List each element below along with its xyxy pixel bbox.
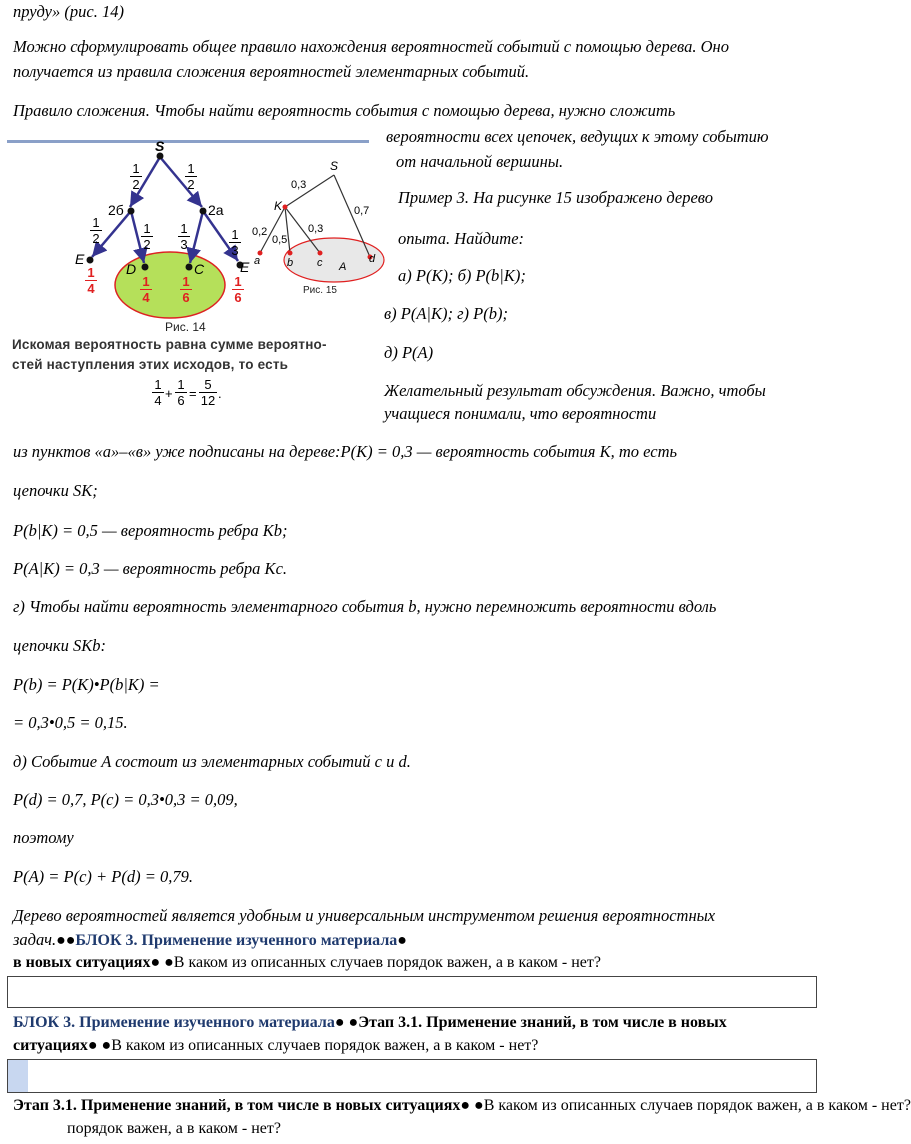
text-line: в) P(A|K); г) P(b);	[384, 304, 508, 323]
text-span: задач.	[13, 930, 57, 949]
edge-prob: 1 2	[90, 215, 102, 246]
edge-prob: 0,3	[308, 223, 324, 235]
figure-caption: Рис. 15	[303, 285, 337, 296]
text-span: В каком из описанных случаев порядок важен, а в каком - нет?	[111, 1037, 539, 1054]
node-label: d	[369, 253, 376, 265]
edge	[285, 207, 290, 253]
edge-prob: 1 2	[185, 161, 197, 192]
text-line	[13, 1014, 727, 1032]
node-label: S	[330, 159, 339, 173]
text-line: поэтому	[13, 828, 74, 847]
node-label: E	[240, 259, 250, 275]
node-label: A	[339, 261, 347, 273]
node-dot	[128, 208, 135, 215]
text-line: пруду» (рис. 14)	[13, 2, 124, 21]
bullet-icon: ●●	[56, 932, 76, 949]
text-line	[13, 930, 407, 950]
sum-frac: 1 4	[152, 377, 164, 408]
text-line	[13, 954, 601, 972]
text-line: Пример 3. На рисунке 15 изображено дерево	[398, 188, 713, 207]
node-label: 2б	[108, 202, 124, 218]
sum-frac: 5 12	[200, 377, 216, 408]
sum-op: +	[165, 386, 173, 401]
text-span: в новых ситуациях	[13, 954, 151, 971]
edge-prob: 1 2	[130, 161, 142, 192]
text-line: порядок важен, а в каком - нет?	[67, 1120, 281, 1137]
text-line: г) Чтобы найти вероятность элементарного события b, нужно перемножить вероятности вдоль	[13, 597, 717, 616]
text-line: P(b|K) = 0,5 — вероятность ребра Kb;	[13, 521, 288, 540]
text-line: а) P(K); б) P(b|K);	[398, 266, 526, 285]
text-line: P(A) = P(c) + P(d) = 0,79.	[13, 867, 194, 886]
node-dot	[87, 257, 94, 264]
node-dot	[288, 251, 293, 256]
text-line: Правило сложения. Чтобы найти вероятность события с помощью дерева, нужно сложить	[13, 101, 676, 120]
text-line: учащиеся понимали, что вероятности	[384, 404, 657, 423]
answer-box[interactable]	[7, 1059, 817, 1093]
stage-heading: Этап 3.1. Применение знаний, в том числе в новых	[358, 1014, 727, 1031]
text-line: цепочки SKb:	[13, 636, 107, 655]
edge-prob: 1 2	[141, 221, 153, 252]
text-line: Можно сформулировать общее правило нахождения вероятностей событий с помощью дерева. Оно	[13, 37, 729, 56]
text-span: ситуациях	[13, 1037, 88, 1054]
bullet-icon: ● ●	[334, 1014, 359, 1031]
leaf-prob: 1 6	[232, 274, 244, 305]
text-line: вероятности всех цепочек, ведущих к этому событию	[386, 127, 769, 146]
node-label: a	[254, 255, 261, 267]
block-heading: БЛОК 3. Применение изученного материала	[75, 932, 398, 949]
text-line: P(b) = P(K)•P(b|K) =	[13, 675, 160, 694]
bullet-icon: ● ●	[460, 1097, 484, 1114]
text-line: = 0,3•0,5 = 0,15.	[13, 713, 128, 732]
figure-caption: Рис. 14	[165, 320, 206, 334]
edge-prob: 0,3	[291, 179, 307, 191]
node-dot	[142, 264, 149, 271]
text-line: получается из правила сложения вероятностей элементарных событий.	[13, 62, 530, 81]
sum-frac: 1 6	[175, 377, 187, 408]
node-label: b	[287, 257, 294, 269]
node-dot	[186, 264, 193, 271]
figure-text: Искомая вероятность равна сумме вероятно-	[12, 337, 327, 352]
leaf-prob: 1 4	[85, 265, 97, 296]
text-line	[13, 1037, 538, 1055]
edge-prob: 0,5	[272, 234, 288, 246]
node-label: c	[317, 257, 323, 269]
edge-prob: 1 3	[178, 221, 190, 252]
text-line: P(d) = 0,7, P(c) = 0,3•0,3 = 0,09,	[13, 790, 238, 809]
node-label: S	[155, 138, 165, 154]
node-dot	[283, 205, 288, 210]
text-line	[13, 1097, 911, 1115]
node-dot	[318, 251, 323, 256]
text-line: цепочки SK;	[13, 481, 98, 500]
text-span: В каком из описанных случаев порядок важен, а в каком - нет?	[483, 1097, 911, 1114]
block-heading: БЛОК 3. Применение изученного материала	[13, 1014, 335, 1031]
figure-text: стей наступления этих исходов, то есть	[12, 357, 289, 372]
text-span: В каком из описанных случаев порядок важен, а в каком - нет?	[173, 954, 601, 971]
edge-prob: 1 3	[229, 227, 241, 258]
text-line: Желательный результат обсуждения. Важно, чтобы	[384, 381, 766, 400]
node-label: E	[75, 251, 85, 267]
leaf-prob: 1 6	[180, 274, 192, 305]
bullet-icon: ● ●	[87, 1037, 112, 1054]
node-label: D	[126, 261, 137, 277]
answer-box[interactable]	[7, 976, 817, 1008]
sum-op: .	[218, 386, 222, 401]
text-line: д) Событие A состоит из элементарных событий c и d.	[13, 752, 411, 771]
text-line: из пунктов «а»–«в» уже подписаны на дереве:P(K) = 0,3 — вероятность события K, то есть	[13, 442, 677, 461]
node-label: C	[194, 261, 205, 277]
box-marker	[8, 1060, 28, 1092]
leaf-prob: 1 4	[140, 274, 152, 305]
edge-prob: 0,2	[252, 226, 268, 238]
text-line: P(A|K) = 0,3 — вероятность ребра Kc.	[13, 559, 288, 578]
text-line: Дерево вероятностей является удобным и универсальным инструментом решения вероятностных	[13, 906, 716, 925]
stage-heading: Этап 3.1. Применение знаний, в том числе в новых ситуациях	[13, 1097, 461, 1114]
figure-area	[0, 135, 380, 415]
text-line: опыта. Найдите:	[398, 229, 525, 248]
bullet-icon: ● ●	[150, 954, 174, 971]
node-label: K	[274, 199, 283, 213]
bullet-icon: ●	[397, 932, 407, 949]
node-label: 2а	[208, 202, 224, 218]
text-line: от начальной вершины.	[396, 152, 564, 171]
text-line: д) P(A)	[384, 343, 434, 362]
node-dot	[200, 208, 207, 215]
sum-op: =	[189, 386, 197, 401]
edge-prob: 0,7	[354, 205, 370, 217]
